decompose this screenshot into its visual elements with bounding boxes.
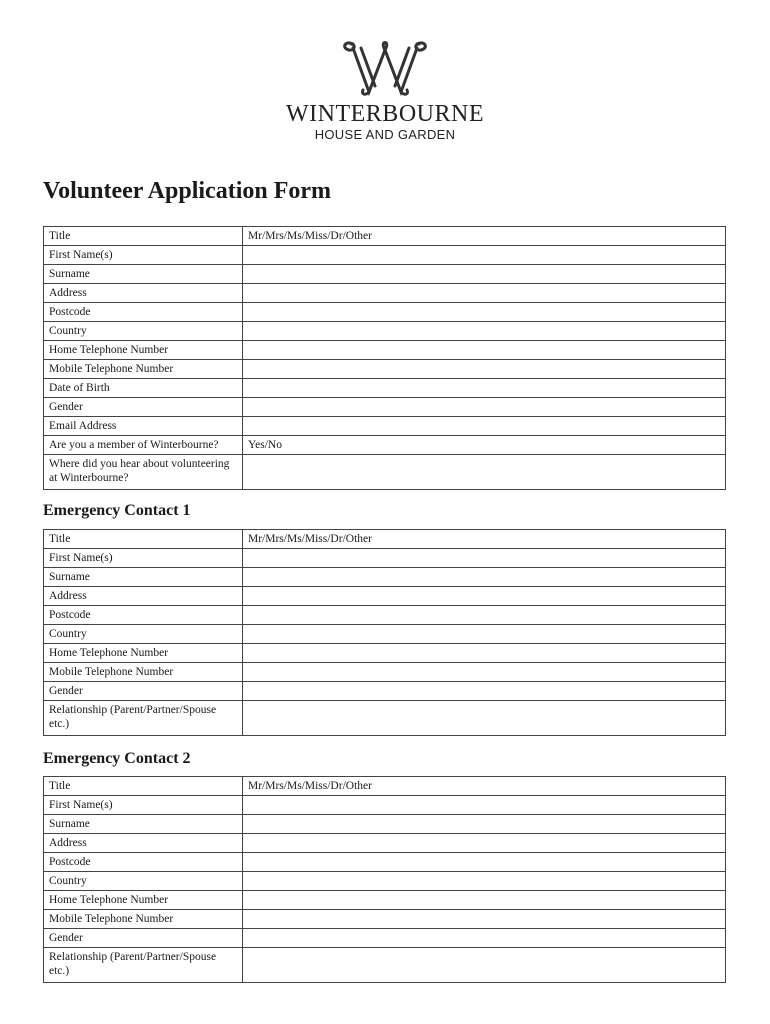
field-input[interactable]: [243, 246, 726, 265]
field-label: Country: [44, 625, 243, 644]
field-input[interactable]: [243, 644, 726, 663]
page-title: Volunteer Application Form: [43, 178, 332, 204]
table-row: [44, 644, 726, 663]
field-label: Address: [44, 834, 243, 853]
field-label: First Name(s): [44, 796, 243, 815]
table-row: [44, 891, 726, 910]
table-row: [44, 948, 726, 983]
field-input[interactable]: [243, 417, 726, 436]
brand-name: WINTERBOURNE: [286, 101, 484, 127]
field-label: Mobile Telephone Number: [44, 910, 243, 929]
field-input[interactable]: [243, 682, 726, 701]
table-row: [44, 853, 726, 872]
field-label: Title: [44, 227, 243, 246]
field-label: Email Address: [44, 417, 243, 436]
field-input[interactable]: Mr/Mrs/Ms/Miss/Dr/Other: [243, 530, 726, 549]
table-row: [44, 303, 726, 322]
table-row: [44, 436, 726, 455]
field-label: Home Telephone Number: [44, 341, 243, 360]
header-logo: [0, 36, 770, 143]
field-input[interactable]: [243, 265, 726, 284]
field-label: Country: [44, 872, 243, 891]
winterbourne-w-monogram-icon: [339, 36, 431, 98]
emergency-contact-2-table: [43, 776, 726, 983]
field-input[interactable]: [243, 284, 726, 303]
field-input[interactable]: [243, 455, 726, 490]
field-input[interactable]: [243, 701, 726, 736]
table-row: [44, 663, 726, 682]
table-row: [44, 549, 726, 568]
field-input[interactable]: [243, 910, 726, 929]
field-input[interactable]: [243, 796, 726, 815]
field-input[interactable]: [243, 587, 726, 606]
table-row: [44, 815, 726, 834]
field-label: Postcode: [44, 853, 243, 872]
field-input[interactable]: [243, 606, 726, 625]
field-input[interactable]: [243, 625, 726, 644]
table-row: [44, 929, 726, 948]
field-label: Postcode: [44, 303, 243, 322]
field-label: Where did you hear about volunteering at Winterbourne?: [44, 455, 243, 490]
table-row: [44, 455, 726, 490]
field-label: Relationship (Parent/Partner/Spouse etc.): [44, 701, 243, 736]
field-label: Surname: [44, 568, 243, 587]
table-row: [44, 360, 726, 379]
field-input[interactable]: Mr/Mrs/Ms/Miss/Dr/Other: [243, 777, 726, 796]
table-row: [44, 834, 726, 853]
field-label: First Name(s): [44, 246, 243, 265]
field-label: Title: [44, 777, 243, 796]
field-label: Country: [44, 322, 243, 341]
table-row: [44, 606, 726, 625]
field-input[interactable]: [243, 929, 726, 948]
emergency-contact-1-heading: Emergency Contact 1: [43, 502, 191, 519]
field-label: Are you a member of Winterbourne?: [44, 436, 243, 455]
field-input[interactable]: [243, 303, 726, 322]
field-input[interactable]: [243, 948, 726, 983]
table-row: [44, 872, 726, 891]
field-input[interactable]: Mr/Mrs/Ms/Miss/Dr/Other: [243, 227, 726, 246]
field-label: Address: [44, 587, 243, 606]
table-row: [44, 246, 726, 265]
field-label: Mobile Telephone Number: [44, 360, 243, 379]
table-row: [44, 625, 726, 644]
field-input[interactable]: [243, 322, 726, 341]
field-input[interactable]: [243, 341, 726, 360]
brand-subtitle: HOUSE AND GARDEN: [314, 127, 456, 142]
field-input[interactable]: [243, 379, 726, 398]
table-row: [44, 322, 726, 341]
field-input[interactable]: [243, 549, 726, 568]
field-input[interactable]: [243, 834, 726, 853]
table-row: [44, 341, 726, 360]
table-row: [44, 568, 726, 587]
field-label: Gender: [44, 398, 243, 417]
applicant-table: [43, 226, 726, 490]
emergency-contact-2-heading: Emergency Contact 2: [43, 750, 191, 767]
table-row: [44, 910, 726, 929]
table-row: [44, 417, 726, 436]
table-row: [44, 379, 726, 398]
emergency-contact-1-table: [43, 529, 726, 736]
field-label: Surname: [44, 815, 243, 834]
table-row: [44, 227, 726, 246]
table-row: [44, 682, 726, 701]
table-row: [44, 777, 726, 796]
field-label: Home Telephone Number: [44, 891, 243, 910]
field-input[interactable]: [243, 360, 726, 379]
field-label: Relationship (Parent/Partner/Spouse etc.): [44, 948, 243, 983]
field-input[interactable]: [243, 663, 726, 682]
table-row: [44, 701, 726, 736]
field-label: Address: [44, 284, 243, 303]
field-input[interactable]: [243, 398, 726, 417]
field-label: Home Telephone Number: [44, 644, 243, 663]
field-label: Gender: [44, 929, 243, 948]
table-row: [44, 398, 726, 417]
table-row: [44, 796, 726, 815]
field-label: Date of Birth: [44, 379, 243, 398]
field-label: Gender: [44, 682, 243, 701]
field-input[interactable]: [243, 872, 726, 891]
field-label: First Name(s): [44, 549, 243, 568]
field-label: Title: [44, 530, 243, 549]
field-label: Surname: [44, 265, 243, 284]
field-input[interactable]: [243, 853, 726, 872]
field-input[interactable]: [243, 568, 726, 587]
field-label: Postcode: [44, 606, 243, 625]
field-input[interactable]: Yes/No: [243, 436, 726, 455]
table-row: [44, 587, 726, 606]
table-row: [44, 284, 726, 303]
field-input[interactable]: [243, 891, 726, 910]
field-label: Mobile Telephone Number: [44, 663, 243, 682]
table-row: [44, 530, 726, 549]
field-input[interactable]: [243, 815, 726, 834]
table-row: [44, 265, 726, 284]
